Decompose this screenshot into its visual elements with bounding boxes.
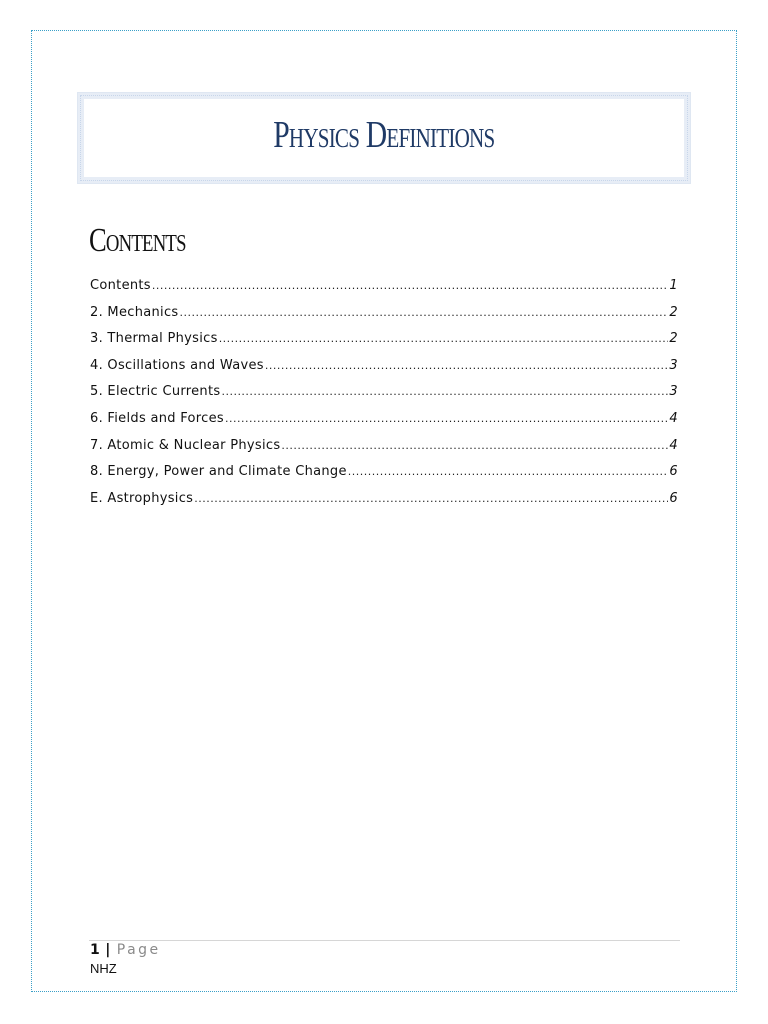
- footer-page-word: Page: [116, 942, 161, 958]
- title-box: [77, 92, 691, 184]
- toc-dot-leader: [221, 385, 668, 398]
- toc-dot-leader: [219, 332, 669, 345]
- toc-entry-label: 2. Mechanics: [90, 304, 179, 320]
- toc-entry-label: 7. Atomic & Nuclear Physics: [90, 437, 281, 453]
- footer-page-number: 1: [90, 942, 100, 958]
- toc-entry-label: Contents: [90, 278, 151, 293]
- toc-entry-oscillations-waves[interactable]: [90, 358, 678, 385]
- footer-divider: [89, 940, 680, 941]
- toc-entry-label: 4. Oscillations and Waves: [90, 357, 264, 373]
- toc-dot-leader: [348, 465, 669, 478]
- toc-entry-page: 3: [669, 384, 678, 400]
- toc-entry-page: 4: [669, 410, 678, 426]
- toc-entry-energy-climate[interactable]: [90, 464, 678, 491]
- toc-entry-page: 2: [669, 331, 678, 347]
- toc-entry-thermal-physics[interactable]: [90, 331, 678, 358]
- toc-entry-label: 8. Energy, Power and Climate Change: [90, 464, 347, 480]
- toc-dot-leader: [194, 492, 668, 505]
- toc-entry-page: 2: [669, 304, 678, 320]
- toc-entry-page: 6: [669, 464, 678, 480]
- toc-entry-page: 4: [669, 437, 678, 453]
- toc-dot-leader: [265, 359, 669, 372]
- toc-dot-leader: [225, 412, 668, 425]
- toc-entry-page: 1: [669, 278, 678, 293]
- toc-dot-leader: [281, 439, 668, 452]
- table-of-contents: [90, 278, 678, 517]
- toc-entry-fields-forces[interactable]: [90, 411, 678, 438]
- toc-entry-page: 3: [669, 357, 678, 373]
- toc-entry-page: 6: [669, 490, 678, 506]
- toc-entry-atomic-nuclear[interactable]: [90, 438, 678, 465]
- document-title: Physics Definitions: [273, 114, 495, 156]
- toc-dot-leader: [179, 306, 668, 319]
- footer-page-indicator: [90, 942, 161, 958]
- toc-entry-astrophysics[interactable]: [90, 491, 678, 518]
- toc-heading: Contents: [89, 222, 186, 259]
- toc-entry-electric-currents[interactable]: [90, 384, 678, 411]
- footer-author: NHZ: [90, 961, 117, 976]
- toc-entry-label: E. Astrophysics: [90, 490, 194, 506]
- toc-dot-leader: [152, 279, 669, 292]
- toc-entry-label: 6. Fields and Forces: [90, 410, 224, 426]
- toc-entry-contents[interactable]: [90, 278, 678, 305]
- toc-entry-label: 5. Electric Currents: [90, 384, 221, 400]
- toc-entry-mechanics[interactable]: [90, 305, 678, 332]
- toc-entry-label: 3. Thermal Physics: [90, 331, 218, 347]
- footer-separator: |: [105, 942, 111, 958]
